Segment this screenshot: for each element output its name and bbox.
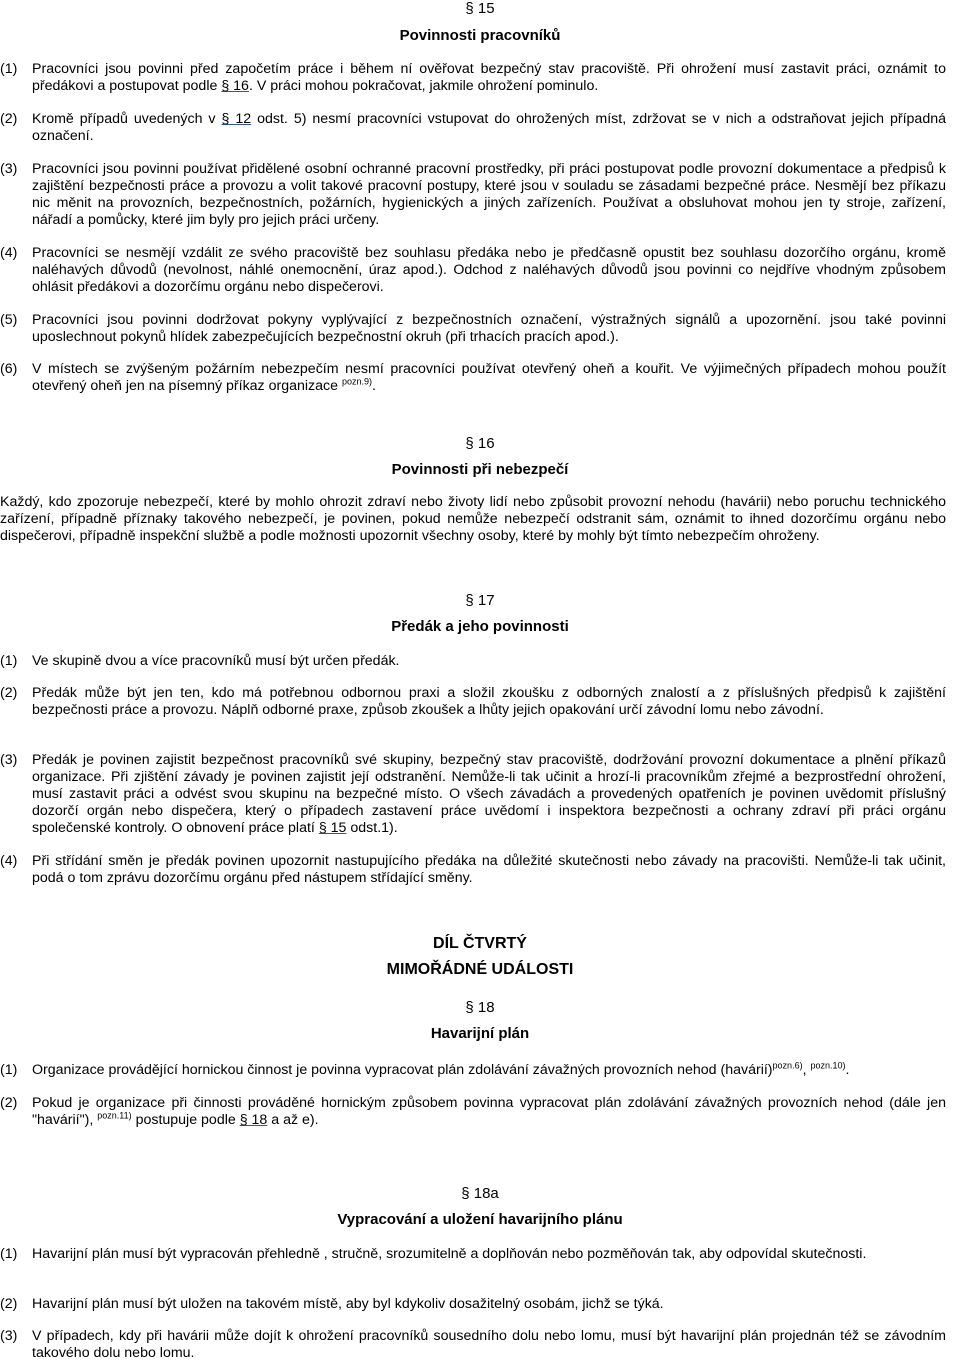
paragraph-number: (2) xyxy=(0,685,18,701)
paragraph-text: . V práci mohou pokračovat, jakmile ohrožení pominulo. xyxy=(248,78,599,94)
paragraph-text: postupuje podle xyxy=(131,1112,240,1128)
section-title: Havarijní plán xyxy=(430,1025,530,1042)
section-link[interactable]: § 12 xyxy=(221,111,252,127)
paragraph-text: Pracovníci jsou povinni používat přidělené osobní ochranné pracovní prostředky, při práci postupovat podle provozní dokumentace a předpisů k zajištění bezpečnosti práce a provozu a volit takové pracovní postupy, které jsou v souladu se zásadami bezpečné práce. Nesmějí bez příkazu nic měnit na provozních, bezpečnostních, požárních, hygienických a jiných zařízeních. Používat a obsluhovat mohou jen ty stroje, zařízení, nářadí a pomůcky, které jim byly pro jejich práci určeny. xyxy=(32,161,946,228)
paragraph-number: (2) xyxy=(0,1296,18,1312)
paragraph-15-3 xyxy=(0,161,960,229)
paragraph-number: (3) xyxy=(0,1328,18,1344)
paragraph-15-2 xyxy=(0,111,960,145)
paragraph-number: (1) xyxy=(0,61,18,77)
section-16 xyxy=(0,435,960,479)
paragraph-number: (3) xyxy=(0,161,18,177)
paragraph-17-1 xyxy=(0,653,960,670)
paragraph-15-1 xyxy=(0,61,960,95)
paragraph-text: odst. 5) nesmí pracovníci vstupovat do ohrožených míst, zdržovat se v nich a odstraňovat jejich případná označení. xyxy=(32,111,946,144)
paragraph-text: Předák může být jen ten, kdo má potřebnou odbornou praxi a složil zkoušku z odborných znalostí a z příslušných předpisů k zajištění bezpečnosti práce a provozu. Náplň odborné praxe, způsob zkoušek a lhůty jejich opakování určí závodní lomu nebo závodní. xyxy=(32,685,946,718)
paragraph-17-4 xyxy=(0,853,960,887)
paragraph-text: Kromě případů uvedených v xyxy=(32,111,222,127)
section-15 xyxy=(0,0,960,45)
part-subtitle: MIMOŘÁDNÉ UDÁLOSTI xyxy=(386,961,574,978)
paragraph-text: Při střídání směn je předák povinen upozornit nastupujícího předáka na důležité skutečnosti nebo závady na pracovišti. Nemůže-li tak učinit, podá o tom zprávu dozorčímu orgánu před nástupem střídající směny. xyxy=(32,853,946,886)
section-number: § 18 xyxy=(465,999,495,1016)
paragraph-text: V případech, kdy při havárii může dojít k ohrožení pracovníků sousedního dolu nebo lomu, musí být havarijní plán projednán též se závodním takového dolu nebo lomu. xyxy=(32,1328,946,1361)
section-18a xyxy=(0,1185,960,1229)
paragraph-text: Pracovníci se nesmějí vzdálit ze svého pracoviště bez souhlasu předáka nebo je předčasně opustit bez souhlasu dozorčího orgánu, kromě naléhavých důvodů (nevolnost, náhlé onemocnění, úraz apod.). Odchod z naléhavých důvodů jsou povinni co nejdříve vhodným způsobem ohlásit předákovi a dozorčímu orgánu nebo dispečerovi. xyxy=(32,245,946,295)
section-link[interactable]: § 18 xyxy=(239,1112,268,1128)
paragraph-number: (2) xyxy=(0,1095,18,1111)
paragraph-text: Pokud je organizace při činnosti prováděné hornickým způsobem povinna vypracovat plán zdolávání závažných provozních nehod (dále jen "havárií"), xyxy=(32,1095,946,1128)
paragraph-number: (4) xyxy=(0,245,18,261)
paragraph-text: Pracovníci jsou povinni dodržovat pokyny vyplývající z bezpečnostních označení, výstražných signálů a upozornění. jsou také povinni uposlechnout pokynů hlídek zabezpečujících bezpečnostní okruh (při trhacích pracích apod.). xyxy=(32,312,946,345)
paragraph-number: (1) xyxy=(0,1246,18,1262)
paragraph-18-2 xyxy=(0,1095,960,1129)
section-number: § 16 xyxy=(465,435,495,452)
section-number: § 18a xyxy=(461,1185,499,1202)
paragraph-text: Organizace provádějící hornickou činnost je povinna vypracovat plán zdolávání závažných provozních nehod (havárií) xyxy=(32,1062,773,1078)
paragraph-number: (1) xyxy=(0,653,18,669)
section-title: Povinnosti při nebezpečí xyxy=(391,461,569,478)
paragraph-16 xyxy=(0,494,960,545)
paragraph-text: . xyxy=(845,1062,850,1078)
section-18 xyxy=(0,999,960,1043)
paragraph-text: V místech se zvýšeným požárním nebezpečím nesmí pracovníci používat otevřený oheň a kouřit. Ve výjimečných případech mohou použít otevřený oheň jen na písemný příkaz organizace xyxy=(32,361,946,394)
paragraph-text: Havarijní plán musí být uložen na takovém místě, aby byl kdykoliv dosažitelný osobám, jichž se týká. xyxy=(32,1296,664,1312)
paragraph-text: Havarijní plán musí být vypracován přehledně , stručně, srozumitelně a doplňován nebo pozměňován tak, aby odpovídal skutečnosti. xyxy=(32,1246,867,1262)
footnote-ref[interactable]: pozn.9) xyxy=(341,376,372,387)
paragraph-15-4 xyxy=(0,245,960,296)
footnote-ref[interactable]: pozn.11) xyxy=(97,1110,132,1121)
paragraph-text: odst.1). xyxy=(346,820,398,836)
section-number: § 17 xyxy=(465,592,495,609)
part-heading xyxy=(0,934,960,980)
paragraph-number: (1) xyxy=(0,1062,18,1078)
paragraph-18-1 xyxy=(0,1062,960,1079)
section-link[interactable]: § 16 xyxy=(221,78,249,94)
paragraph-text: . xyxy=(371,378,376,394)
paragraph-17-2 xyxy=(0,685,960,719)
section-title: Předák a jeho povinnosti xyxy=(391,618,569,635)
paragraph-15-5 xyxy=(0,312,960,346)
paragraph-18a-2 xyxy=(0,1296,960,1313)
section-number: § 15 xyxy=(465,0,495,17)
paragraph-text: , xyxy=(802,1062,811,1078)
paragraph-number: (5) xyxy=(0,312,18,328)
paragraph-text: Ve skupině dvou a více pracovníků musí být určen předák. xyxy=(32,653,400,669)
paragraph-number: (2) xyxy=(0,111,18,127)
footnote-ref[interactable]: pozn.6) xyxy=(772,1060,803,1071)
paragraph-17-3 xyxy=(0,752,960,837)
section-17 xyxy=(0,592,960,636)
section-link[interactable]: § 15 xyxy=(318,820,347,836)
paragraph-text: Každý, kdo zpozoruje nebezpečí, které by mohlo ohrozit zdraví nebo životy lidí nebo způsobit provozní nehodu (havárii) nebo poruchu technického zařízení, případně příznaky takového nebezpečí, je povinen, pokud nemůže nebezpečí odstranit sám, oznámit to ihned dozorčímu orgánu nebo dispečerovi, případně inspekční službě a podle možnosti upozornit všechny osoby, které by mohly být tímto nebezpečím ohroženy. xyxy=(0,494,946,544)
part-title: DÍL ČTVRTÝ xyxy=(433,935,527,952)
paragraph-text: Pracovníci jsou povinni před započetím práce i během ní ověřovat bezpečný stav pracoviště. Při ohrožení musí zastavit práci, oznámit to předákovi a postupovat podle xyxy=(32,61,946,94)
paragraph-text: Předák je povinen zajistit bezpečnost pracovníků své skupiny, bezpečný stav pracoviště, dodržování provozní dokumentace a plnění příkazů organizace. Při zjištění závady je povinen zajistit její odstranění. Nemůže-li tak učinit a hrozí-li pracovníkům zřejmé a bezprostřední ohrožení, musí zastavit práci a odvést svou skupinu na bezpečné místo. O všech závadách a provedených opatřeních je povinen uvědomit příslušný dozorčí orgán nebo dispečera, který o případech zastavení práce uvědomí i inspektora bezpečnosti a ochrany zdraví při práci orgánu společenské kontroly. O obnovení práce platí xyxy=(32,752,946,836)
paragraph-18a-3 xyxy=(0,1328,960,1362)
paragraph-text: a až e). xyxy=(267,1112,319,1128)
paragraph-18a-1 xyxy=(0,1246,960,1263)
paragraph-number: (3) xyxy=(0,752,18,768)
paragraph-number: (6) xyxy=(0,361,18,377)
section-title: Povinnosti pracovníků xyxy=(399,27,561,44)
paragraph-number: (4) xyxy=(0,853,18,869)
section-title: Vypracování a uložení havarijního plánu xyxy=(337,1211,623,1228)
paragraph-15-6 xyxy=(0,361,960,395)
footnote-ref[interactable]: pozn.10) xyxy=(810,1060,846,1071)
